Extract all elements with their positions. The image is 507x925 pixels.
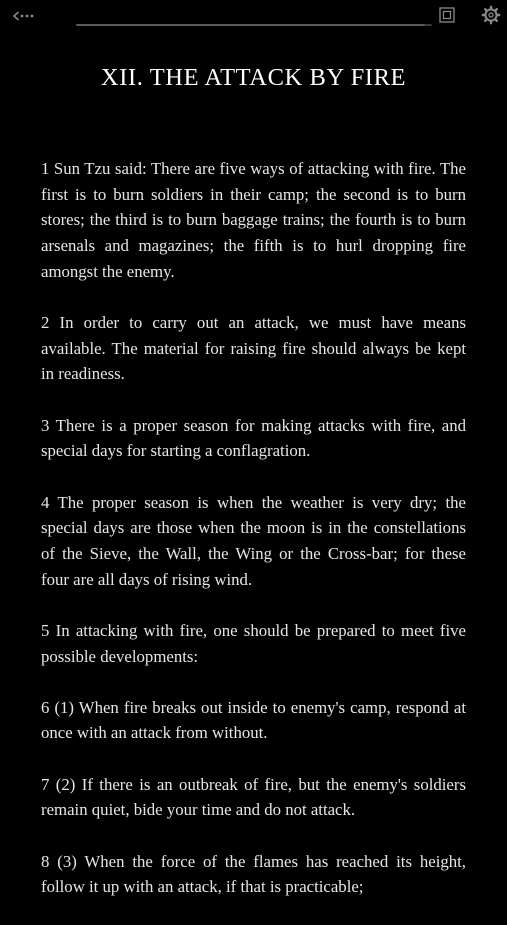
paragraph: 6 (1) When fire breaks out inside to enemy's camp, respond at once with an attack from without. — [41, 697, 466, 743]
paragraph: 8 (3) When the force of the flames has reached its height, follow it up with an attack, if that is practicable; — [41, 851, 466, 897]
reader-page[interactable] — [41, 0, 466, 925]
paragraph: 3 There is a proper season for making attacks with fire, and special days for starting a conflagration. — [41, 415, 466, 461]
chapter-title: XII. THE ATTACK BY FIRE — [100, 64, 407, 91]
paragraph: 5 In attacking with fire, one should be prepared to meet five possible developments: — [41, 620, 466, 666]
paragraph: 4 The proper season is when the weather is very dry; the special days are those when the moon is in the constellations of the Sieve, the Wall, the Wing or the Cross-bar; for these four are all days of rising wind. — [41, 492, 466, 589]
chapter-body — [41, 156, 466, 900]
gear-icon — [481, 5, 501, 25]
paragraph: 1 Sun Tzu said: There are five ways of attacking with fire. The first is to burn soldiers in their camp; the second is to burn stores; the third is to burn baggage trains; the fourth is to burn arsenals and magazines; the fifth is to hurl dropping fire amongst the enemy. — [41, 159, 466, 281]
paragraph: 7 (2) If there is an outbreak of fire, but the enemy's soldiers remain quiet, bide your time and do not attack. — [41, 774, 466, 820]
settings-button[interactable] — [481, 5, 501, 25]
paragraph: 2 In order to carry out an attack, we must have means available. The material for raising fire should always be kept in readiness. — [41, 313, 466, 384]
back-arrow-dots-icon — [12, 8, 40, 24]
back-button[interactable] — [12, 8, 40, 24]
